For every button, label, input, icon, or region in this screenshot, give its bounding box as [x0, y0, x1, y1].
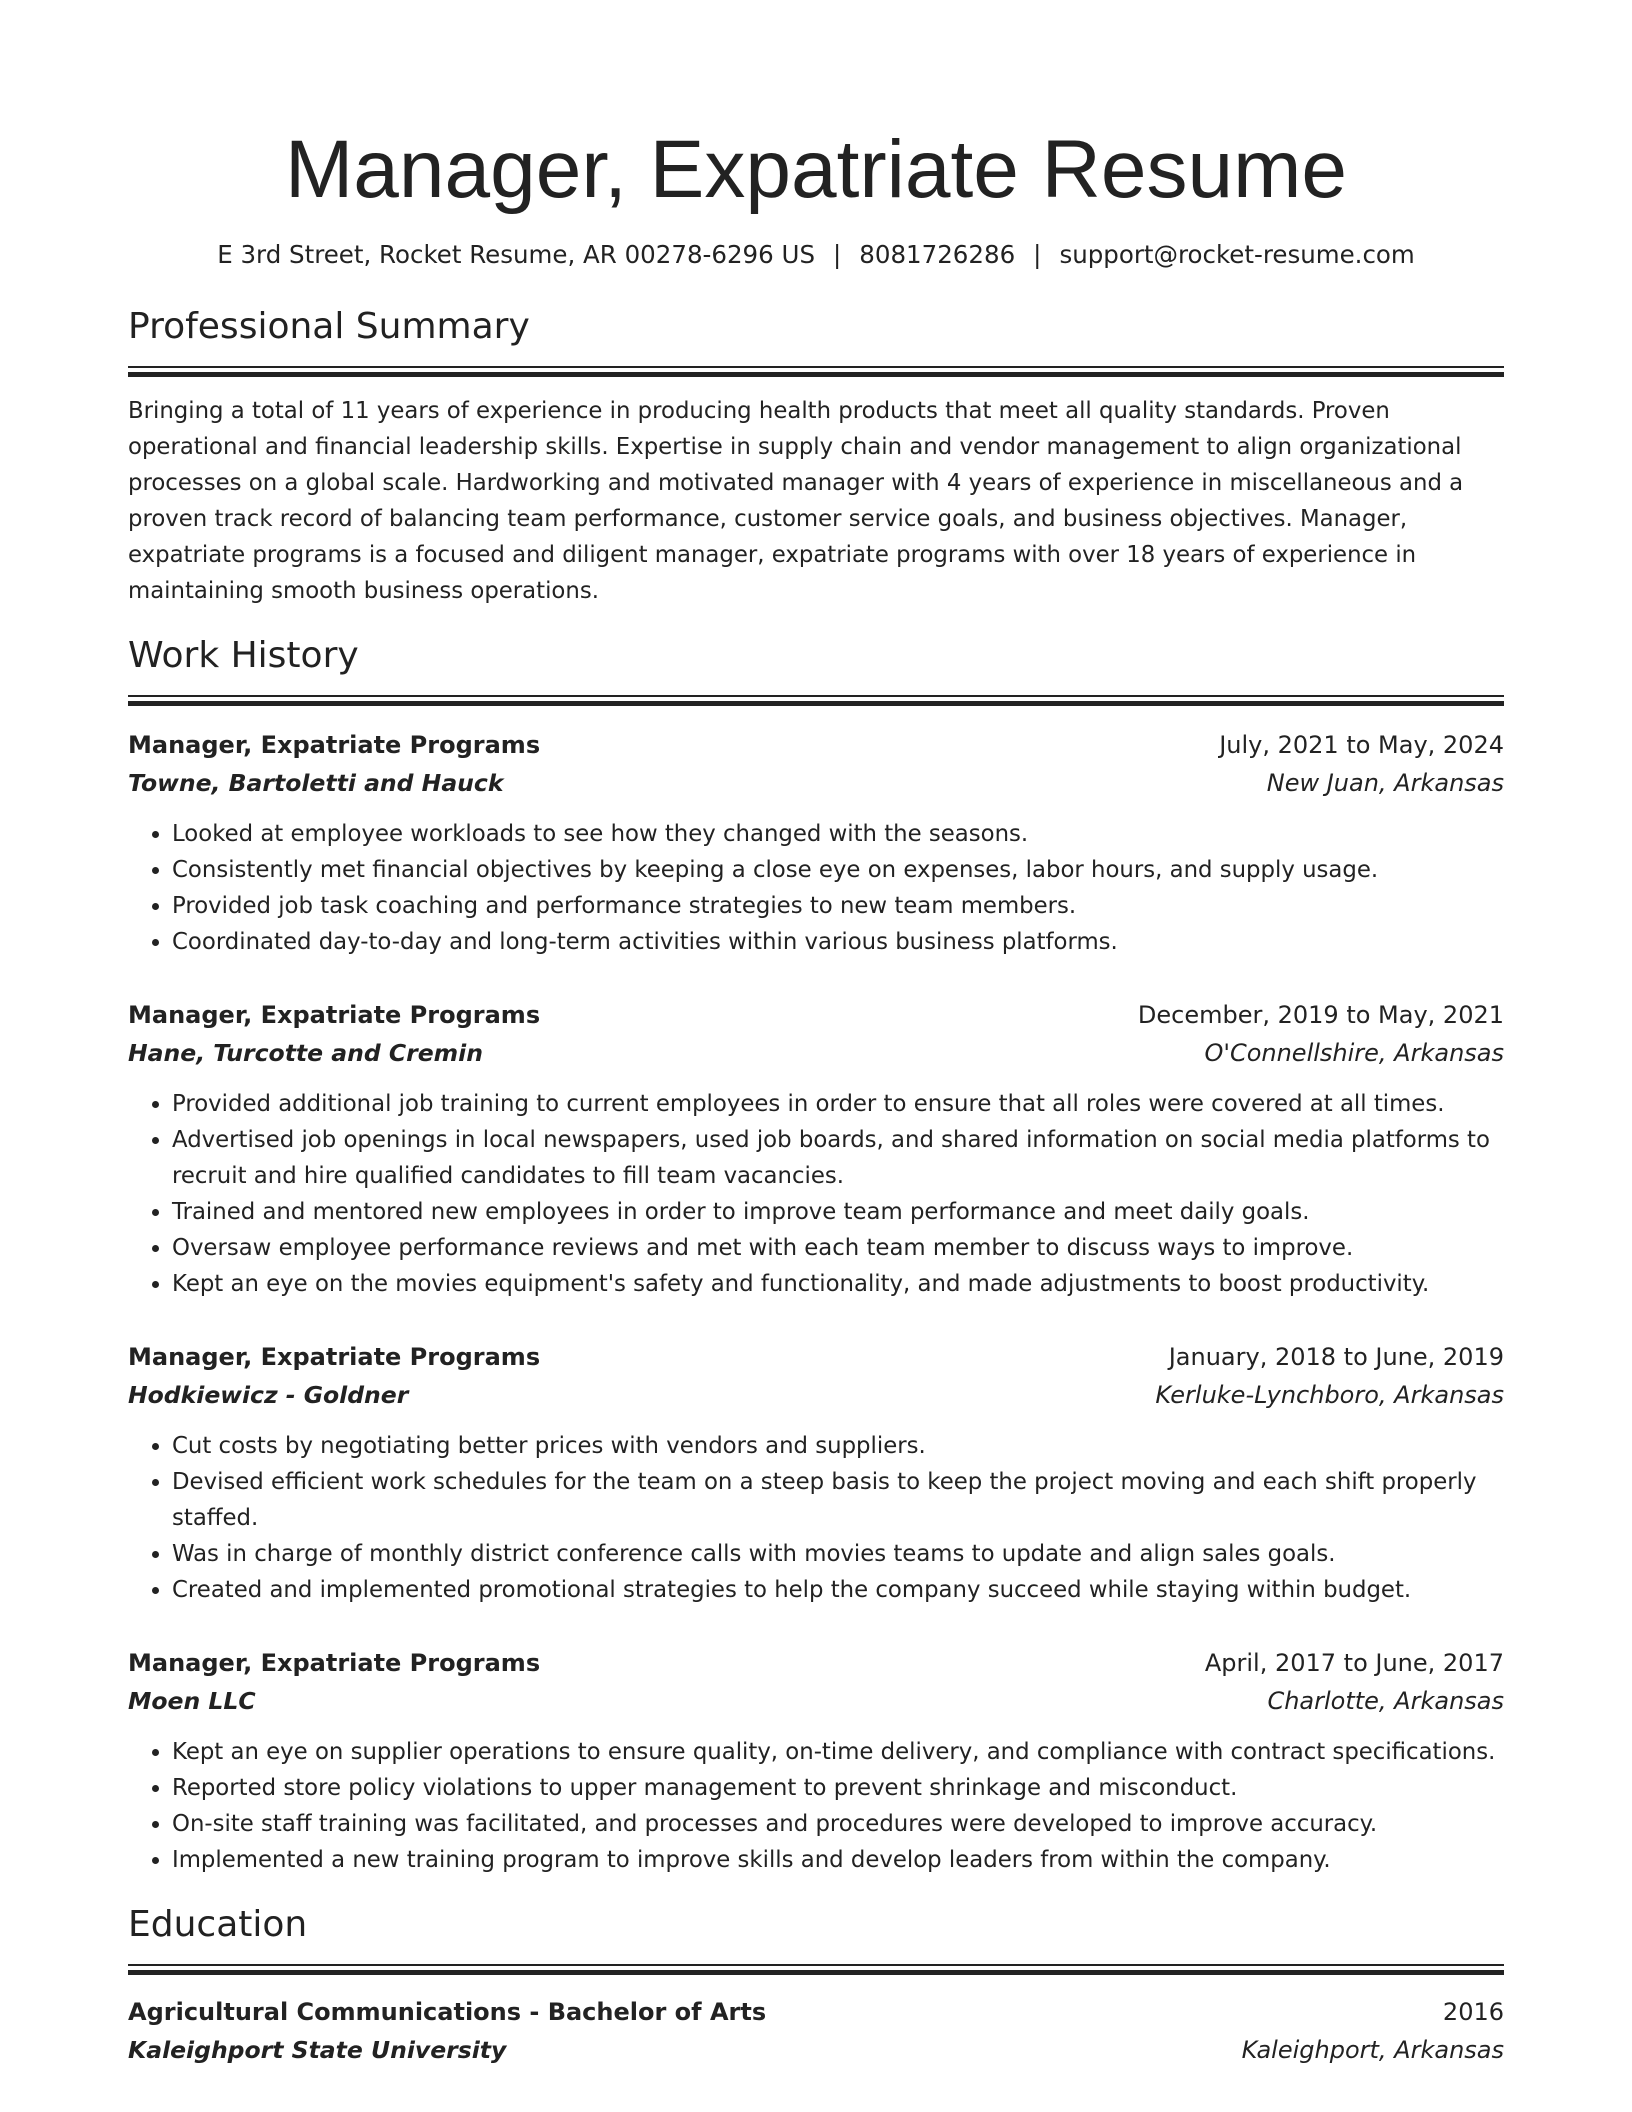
education-entry [128, 1993, 1504, 2069]
job-company: Hodkiewicz - Goldner [128, 1381, 409, 1409]
job-bullets [128, 1428, 1504, 1608]
job-dates: July, 2021 to May, 2024 [1219, 731, 1504, 759]
job-bullets [128, 1086, 1504, 1302]
job-title: Manager, Expatriate Programs [128, 1001, 541, 1029]
job-bullet: • Devised efficient work schedules for the team on a steep basis to keep the project moving and each shift properly staffed. [172, 1464, 1504, 1536]
section-heading-education: Education [128, 1904, 308, 1945]
resume-title: Manager, Expatriate Resume [285, 124, 1347, 215]
job-bullet: • Kept an eye on the movies equipment's safety and functionality, and made adjustments to boost productivity. [172, 1266, 1504, 1302]
job-bullet: • Consistently met financial objectives by keeping a close eye on expenses, labor hours, and supply usage. [172, 852, 1504, 888]
job-company: Hane, Turcotte and Cremin [128, 1039, 483, 1067]
contact-phone: 8081726286 [859, 240, 1016, 269]
job-title: Manager, Expatriate Programs [128, 1343, 541, 1371]
job-dates: December, 2019 to May, 2021 [1137, 1001, 1504, 1029]
job-entry [128, 1338, 1504, 1608]
education-section [128, 1900, 1504, 2069]
section-heading-work-history: Work History [128, 635, 359, 676]
job-bullet: • Trained and mentored new employees in order to improve team performance and meet daily goals. [172, 1194, 1504, 1230]
job-location: Charlotte, Arkansas [1267, 1687, 1504, 1715]
job-location: Kerluke-Lynchboro, Arkansas [1155, 1381, 1504, 1409]
education-year: 2016 [1442, 1998, 1504, 2026]
education-school: Kaleighport State University [128, 2036, 507, 2064]
job-entry [128, 726, 1504, 960]
job-entry [128, 996, 1504, 1302]
job-bullet: • Provided additional job training to current employees in order to ensure that all roles were covered at all times. [172, 1086, 1504, 1122]
section-divider [128, 366, 1504, 377]
job-bullets [128, 816, 1504, 960]
job-bullet: • Provided job task coaching and performance strategies to new team members. [172, 888, 1504, 924]
work-history-section [128, 631, 1504, 1878]
resume-page [128, 118, 1504, 2069]
job-dates: January, 2018 to June, 2019 [1168, 1343, 1504, 1371]
job-bullet: • Coordinated day-to-day and long-term activities within various business platforms. [172, 924, 1504, 960]
contact-separator: | [1033, 240, 1042, 269]
summary-text: Bringing a total of 11 years of experience in producing health products that meet all quality standards. Proven operational and financial leadership skills. Expertise in supply chain and vendor management to align organizational processes on a global scale. Hardworking and motivated manager with 4 years of experience in miscellaneous and a proven track record of balancing team performance, customer service goals, and business objectives. Manager, expatriate programs is a focused and diligent manager, expatriate programs with over 18 years of experience in maintaining smooth business operations. [128, 398, 1464, 604]
job-bullets [128, 1734, 1504, 1878]
contact-line [128, 238, 1504, 272]
job-bullet: • Was in charge of monthly district conference calls with movies teams to update and align sales goals. [172, 1536, 1504, 1572]
job-bullet: • Created and implemented promotional strategies to help the company succeed while staying within budget. [172, 1572, 1504, 1608]
job-bullet: • Looked at employee workloads to see how they changed with the seasons. [172, 816, 1504, 852]
job-location: O'Connellshire, Arkansas [1204, 1039, 1504, 1067]
section-heading-summary: Professional Summary [128, 306, 530, 347]
job-title: Manager, Expatriate Programs [128, 731, 541, 759]
job-entry [128, 1644, 1504, 1878]
job-bullet: • On-site staff training was facilitated, and processes and procedures were developed to improve accuracy. [172, 1806, 1504, 1842]
job-bullet: • Kept an eye on supplier operations to ensure quality, on-time delivery, and compliance with contract specifications. [172, 1734, 1504, 1770]
contact-separator: | [833, 240, 842, 269]
section-divider [128, 1964, 1504, 1975]
job-location: New Juan, Arkansas [1266, 769, 1504, 797]
job-title: Manager, Expatriate Programs [128, 1649, 541, 1677]
job-bullet: • Advertised job openings in local newspapers, used job boards, and shared information on social media platforms to recruit and hire qualified candidates to fill team vacancies. [172, 1122, 1504, 1194]
section-divider [128, 695, 1504, 706]
job-bullet: • Implemented a new training program to improve skills and develop leaders from within the company. [172, 1842, 1504, 1878]
contact-address: E 3rd Street, Rocket Resume, AR 00278-6296 US [217, 240, 816, 269]
contact-email: support@rocket-resume.com [1059, 240, 1415, 269]
job-bullet: • Cut costs by negotiating better prices with vendors and suppliers. [172, 1428, 1504, 1464]
summary-section [128, 302, 1504, 609]
job-company: Moen LLC [128, 1687, 256, 1715]
job-dates: April, 2017 to June, 2017 [1204, 1649, 1504, 1677]
job-company: Towne, Bartoletti and Hauck [128, 769, 504, 797]
education-location: Kaleighport, Arkansas [1241, 2036, 1504, 2064]
education-degree: Agricultural Communications - Bachelor of Arts [128, 1998, 767, 2026]
job-bullet: • Reported store policy violations to upper management to prevent shrinkage and misconduct. [172, 1770, 1504, 1806]
job-bullet: • Oversaw employee performance reviews and met with each team member to discuss ways to improve. [172, 1230, 1504, 1266]
